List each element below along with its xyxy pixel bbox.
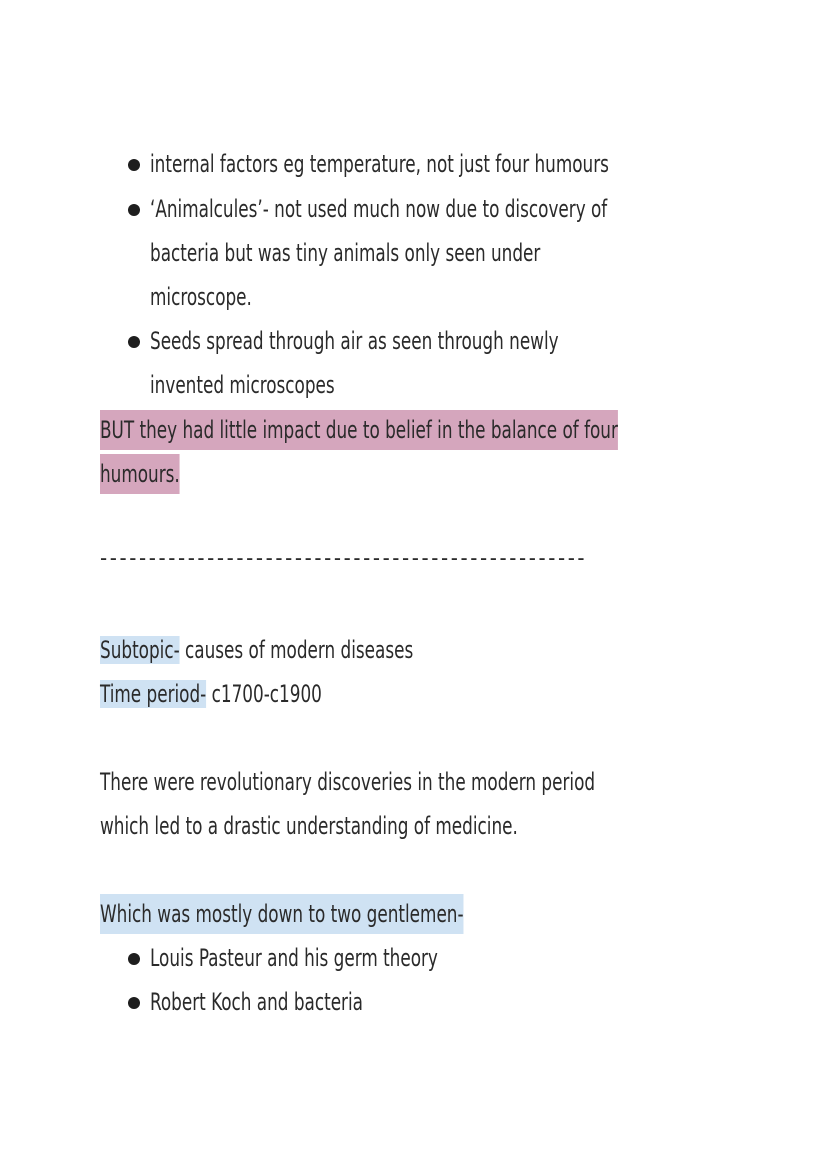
subtopic-value: causes of modern diseases: [179, 636, 414, 664]
bullet-continuation: [150, 277, 281, 317]
dashed-divider: --------------------------------------------------: [100, 546, 588, 571]
bullet-text: Seeds spread through air as seen through newly: [150, 327, 559, 355]
bullet-text: Robert Koch and bacteria: [150, 988, 363, 1016]
bullet-text: microscope.: [150, 283, 252, 311]
intro-line-2: [100, 806, 636, 846]
bullet-text: ‘Animalcules’- not used much now due to discovery of: [150, 195, 608, 223]
bullet-icon: [128, 159, 140, 171]
bullet-icon: [128, 204, 140, 216]
gentlemen-heading: [100, 894, 566, 934]
bullet-continuation: [150, 233, 650, 273]
paragraph-text: There were revolutionary discoveries in the modern period: [100, 768, 596, 796]
time-period-value: c1700-c1900: [206, 680, 322, 708]
paragraph-text: which led to a drastic understanding of medicine.: [100, 812, 518, 840]
bullet-text: invented microscopes: [150, 371, 335, 399]
highlight-text: Which was mostly down to two gentlemen-: [100, 894, 464, 934]
bullet-text: bacteria but was tiny animals only seen under: [150, 239, 541, 267]
bullet-icon: [128, 336, 140, 348]
subtopic-label: Subtopic-: [100, 636, 180, 664]
but-note-line-1: [100, 410, 764, 450]
highlight-text: BUT they had little impact due to belief in the balance of four: [100, 410, 618, 450]
bullet-text: Louis Pasteur and his germ theory: [150, 944, 438, 972]
time-period-line: [100, 674, 384, 714]
intro-line-1: [100, 762, 735, 802]
bullet-icon: [128, 953, 140, 965]
bullet-continuation: [150, 365, 387, 405]
bullet-icon: [128, 997, 140, 1009]
but-note-line-2: [100, 454, 202, 494]
time-period-label: Time period-: [100, 680, 207, 708]
highlight-text: humours.: [100, 454, 180, 494]
bullet-text: internal factors eg temperature, not just four humours: [150, 150, 609, 178]
subtopic-line: [100, 630, 502, 670]
